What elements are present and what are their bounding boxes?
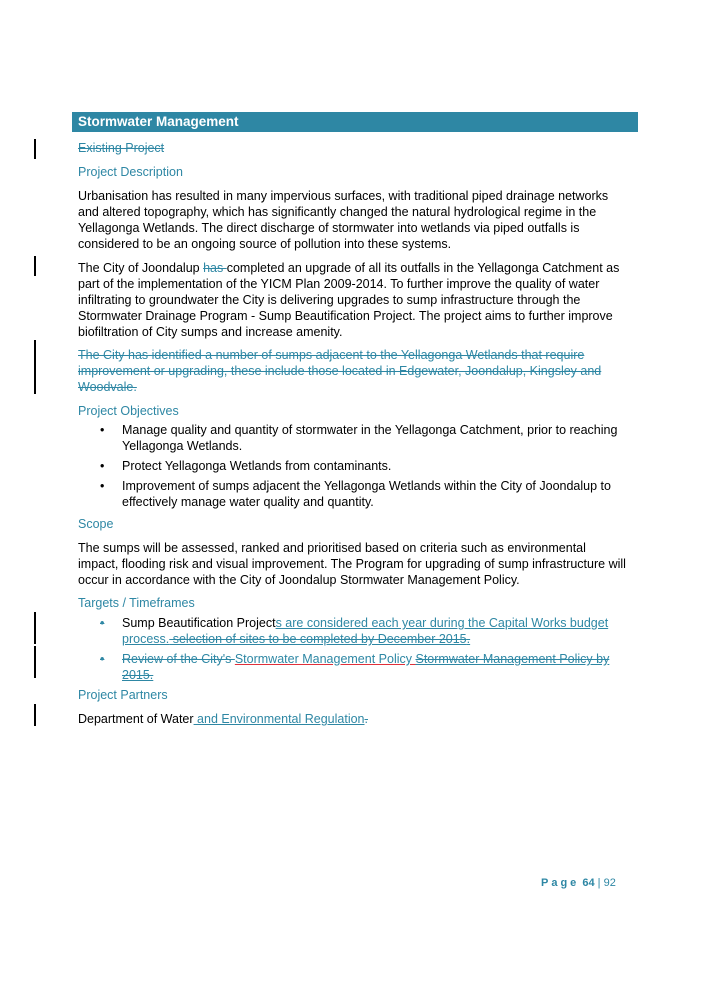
targets-list bbox=[78, 615, 618, 687]
change-bar bbox=[34, 704, 36, 726]
list-item bbox=[78, 458, 618, 474]
change-bar bbox=[34, 256, 36, 276]
page-total: 92 bbox=[603, 877, 616, 889]
bullet-icon: • bbox=[100, 479, 105, 493]
list-item bbox=[78, 651, 618, 683]
bullet-icon: • bbox=[100, 616, 105, 630]
bullet-icon: • bbox=[100, 459, 105, 473]
project-objectives-heading: Project Objectives bbox=[78, 404, 179, 418]
page-footer bbox=[541, 877, 616, 889]
list-item bbox=[78, 422, 618, 454]
deleted-text: has bbox=[203, 261, 227, 275]
deleted-text: . bbox=[364, 712, 368, 726]
scope-paragraph: The sumps will be assessed, ranked and prioritised based on criteria such as environmental impact, flooding risk and visual improvement. The Program for upgrading of sump infrastructure will occur in accordance with the City of Joondalup Stormwater Management Policy. bbox=[78, 541, 626, 587]
change-bar bbox=[34, 646, 36, 678]
paragraph-text: completed an upgrade of all its outfalls in the Yellagonga Catchment as part of the implementation of the YICM Plan 2009-2014. To further improve the quality of water infiltrating to groundwater the City is delivering upgrades to sump infrastructure through the Stormwater Drainage Program - Sump Beautification Project. The project aims to further improve biofiltration of City sumps and increase amenity. bbox=[78, 261, 620, 339]
objectives-list bbox=[78, 422, 618, 514]
deleted-text: Review of the City's bbox=[122, 652, 235, 666]
list-item bbox=[78, 615, 618, 647]
targets-heading: Targets / Timeframes bbox=[78, 596, 195, 610]
description-paragraph-3-deleted: The City has identified a number of sumps adjacent to the Yellagonga Wetlands that require improvement or upgrading, these include those located in Edgewater, Joondalup, Kingsley and Woodvale. bbox=[78, 348, 602, 394]
deleted-text: Stormwater Management Policy by 2015. bbox=[122, 652, 610, 682]
page-label: Page bbox=[541, 877, 580, 889]
change-bar bbox=[34, 612, 36, 644]
project-description-heading: Project Description bbox=[78, 165, 183, 179]
description-paragraph-2 bbox=[78, 260, 628, 340]
change-bar bbox=[34, 139, 36, 159]
scope-heading: Scope bbox=[78, 517, 114, 531]
existing-project-heading bbox=[78, 140, 628, 156]
partners-heading: Project Partners bbox=[78, 688, 168, 702]
section-title-banner: Stormwater Management bbox=[72, 112, 638, 132]
description-paragraph-1: Urbanisation has resulted in many impervious surfaces, with traditional piped drainage networks and altered topography, which has significantly changed the natural hydrological regime in the Yellagonga Wetlands. The direct discharge of stormwater into wetlands via piped outfalls is considered to be an ongoing source of pollution into these systems. bbox=[78, 189, 609, 251]
list-item-text: Improvement of sumps adjacent the Yellagonga Wetlands within the City of Joondalup to effectively manage water quality and quantity. bbox=[122, 479, 611, 509]
list-item bbox=[78, 478, 618, 510]
list-item-text: Manage quality and quantity of stormwater in the Yellagonga Catchment, prior to reaching Yellagonga Wetlands. bbox=[122, 423, 618, 453]
page-number: 64 bbox=[582, 877, 595, 889]
page-separator: | bbox=[597, 877, 601, 889]
partners-paragraph bbox=[78, 711, 628, 727]
change-bar bbox=[34, 340, 36, 394]
list-item-text: Protect Yellagonga Wetlands from contaminants. bbox=[122, 459, 392, 473]
paragraph-text: Department of Water bbox=[78, 712, 194, 726]
deleted-text: selection of sites to be completed by December 2015 bbox=[169, 632, 467, 646]
existing-project-label: Existing Project bbox=[78, 141, 165, 155]
inserted-text: s are considered each year during the Capital Works budget process. bbox=[122, 616, 609, 646]
bullet-icon: • bbox=[100, 652, 105, 666]
deleted-text: . bbox=[466, 632, 471, 646]
deleted-text: Stormwater Management Policy bbox=[234, 652, 416, 666]
paragraph-text: The City of Joondalup bbox=[78, 261, 204, 275]
inserted-text: and Environmental Regulation bbox=[193, 712, 365, 726]
list-item-text: Sump Beautification Project bbox=[122, 616, 276, 630]
bullet-icon: • bbox=[100, 423, 105, 437]
